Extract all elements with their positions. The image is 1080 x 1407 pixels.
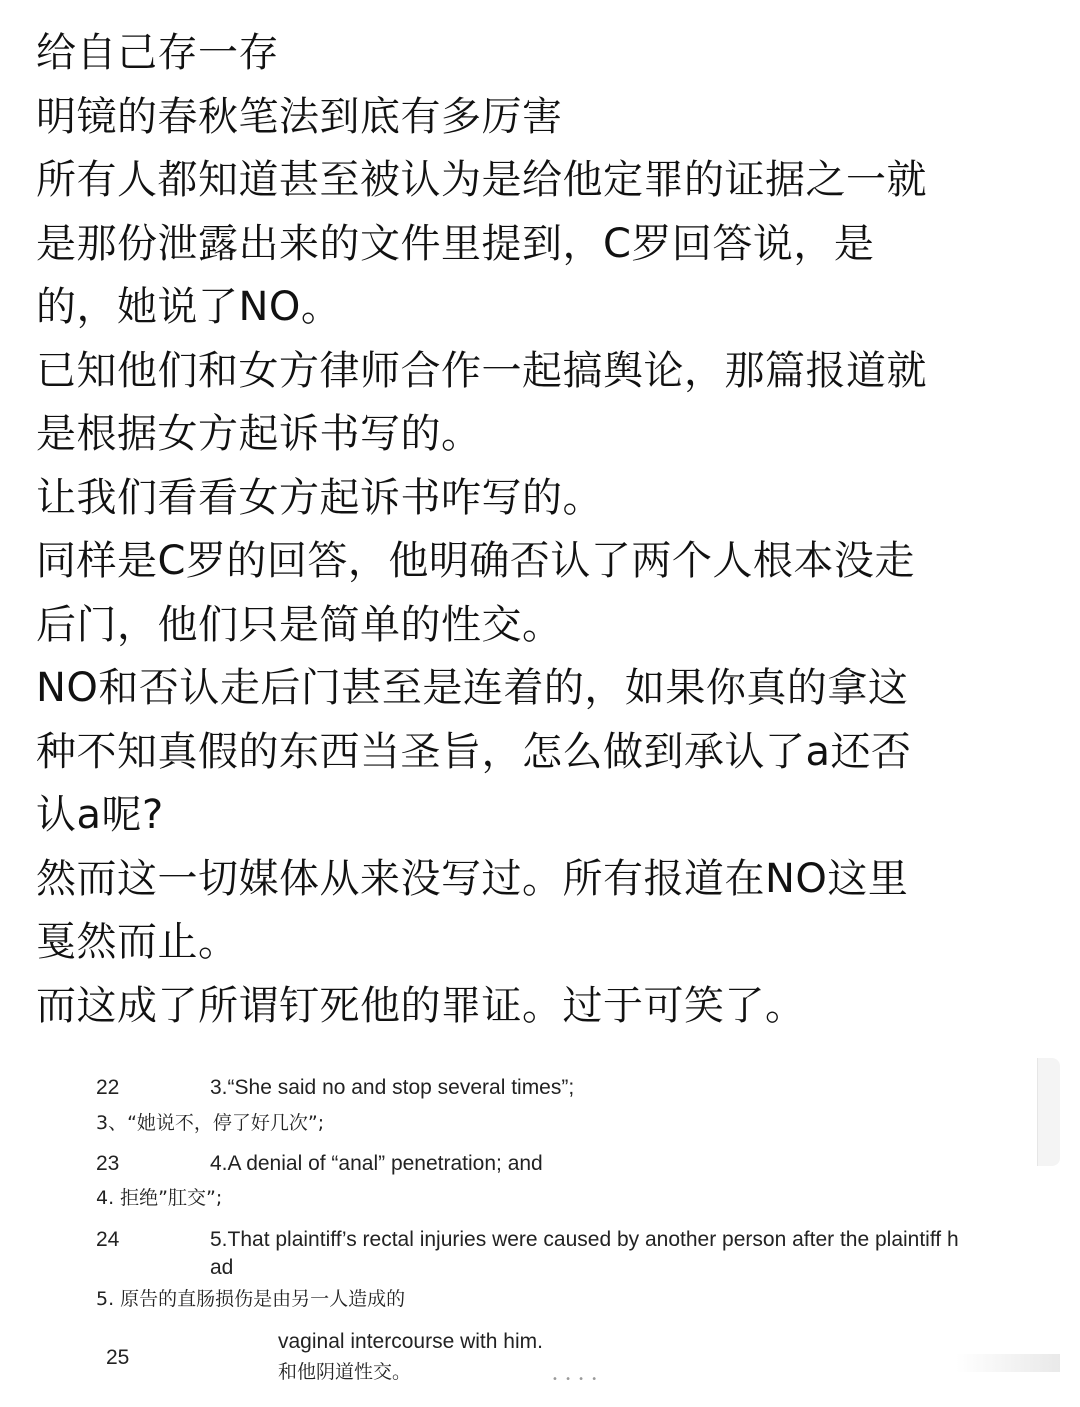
post-line: 然而这一切媒体从来没写过。所有报道在NO这里 <box>36 855 909 902</box>
english-text: 5.That plaintiff’s rectal injuries were caused by another person after the plaintiff h <box>210 1228 959 1251</box>
post-line: 而这成了所谓钉死他的罪证。过于可笑了。 <box>36 982 806 1029</box>
post-text <box>36 22 1056 1038</box>
post-line: 种不知真假的东西当圣旨，怎么做到承认了a还否 <box>36 728 912 775</box>
embedded-document-screenshot[interactable] <box>36 1058 1060 1396</box>
scrollbar <box>1037 1058 1060 1166</box>
english-text: 4.A denial of “anal” penetration; and <box>210 1152 543 1175</box>
line-number: 22 <box>96 1076 120 1099</box>
post-line: 给自己存一存 <box>36 30 279 76</box>
post-line: 所有人都知道甚至被认为是给他定罪的证据之一就 <box>36 157 927 203</box>
post-line: 是根据女方起诉书写的。 <box>36 411 482 457</box>
line-number: 23 <box>96 1152 120 1175</box>
post-line: 让我们看看女方起诉书咋写的。 <box>36 474 603 521</box>
post-line: 后门，他们只是简单的性交。 <box>36 601 563 648</box>
post-line: 的，她说了NO。 <box>36 284 342 330</box>
chinese-text: 5. 原告的直肠损伤是由另一人造成的 <box>96 1288 406 1310</box>
post-line: 戛然而止。 <box>36 919 239 965</box>
english-text: vaginal intercourse with him. <box>278 1330 543 1353</box>
english-text-wrap: ad <box>210 1256 234 1279</box>
post-line: 已知他们和女方律师合作一起搞舆论，那篇报道就 <box>36 347 927 394</box>
scroll-shadow <box>956 1354 1060 1372</box>
chinese-text: 4. 拒绝”肛交”; <box>96 1187 223 1209</box>
english-text: 3.“She said no and stop several times”; <box>210 1076 575 1099</box>
line-number: 24 <box>96 1228 120 1251</box>
post-line: 是那份泄露出来的文件里提到，C罗回答说，是 <box>36 220 875 267</box>
chinese-text: 和他阴道性交。 <box>278 1361 412 1383</box>
line-number: 25 <box>106 1346 130 1369</box>
post-line: 认a呢? <box>36 792 164 838</box>
chinese-text: 3、“她说不，停了好几次”; <box>96 1112 325 1134</box>
post-line: 明镜的春秋笔法到底有多厉害 <box>36 93 563 140</box>
post-line: 同样是C罗的回答，他明确否认了两个人根本没走 <box>36 538 915 584</box>
post-line: NO和否认走后门甚至是连着的，如果你真的拿这 <box>36 665 909 711</box>
page-indicator: • • • • <box>552 1374 600 1385</box>
